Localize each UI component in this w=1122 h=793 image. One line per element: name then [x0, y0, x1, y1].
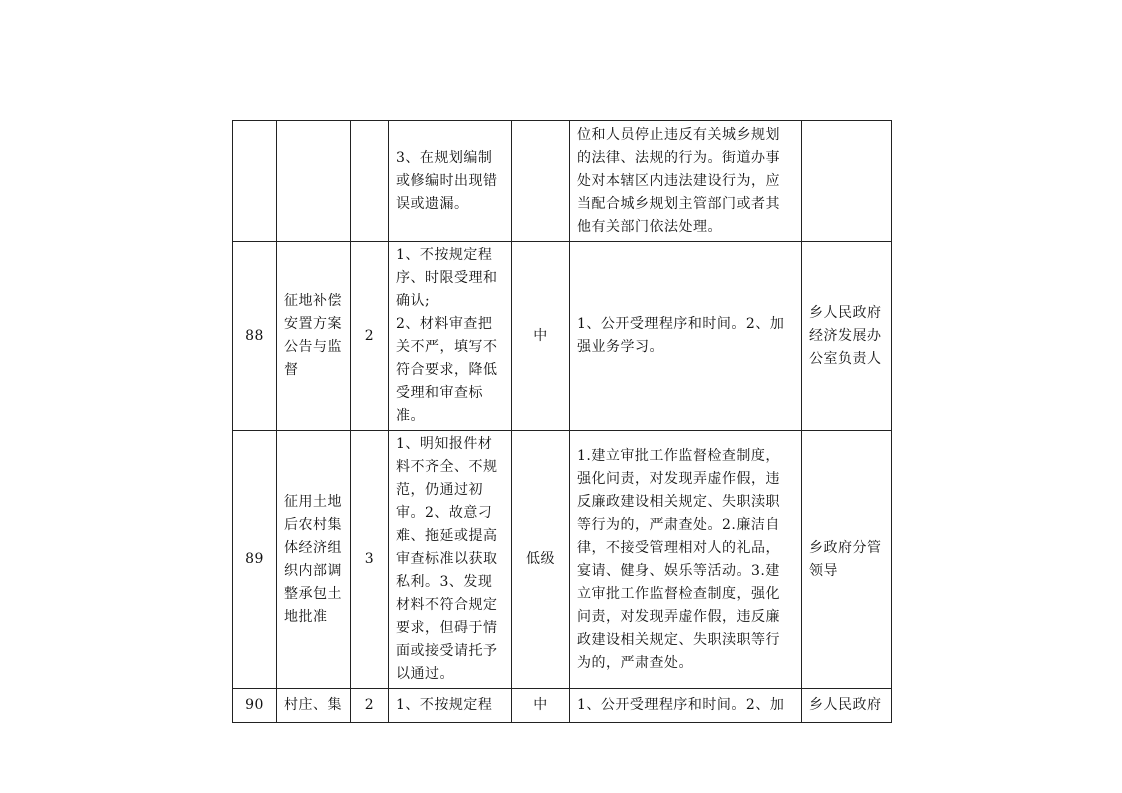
- risk-count: 2: [351, 689, 389, 723]
- prevention-measures: 位和人员停止违反有关城乡规划的法律、法规的行为。街道办事处对本辖区内违法建设行为，应当配合城乡规划主管部门或者其他有关部门依法处理。: [570, 121, 802, 242]
- table-row: [233, 242, 892, 431]
- risk-count: 2: [351, 242, 389, 431]
- risk-description: 1、明知报件材料不齐全、不规范，仍通过初审。2、故意刁难、拖延或提高审查标准以获取私利。3、发现材料不符合规定要求，但碍于情面或接受请托予以通过。: [389, 431, 512, 689]
- item-name: [277, 121, 351, 242]
- risk-description: 1、不按规定程序、时限受理和确认; 2、材料审查把关不严，填写不符合要求，降低受理和审查标准。: [389, 242, 512, 431]
- responsible-person: [802, 121, 892, 242]
- responsible-person: 乡政府分管领导: [802, 431, 892, 689]
- table-row: [233, 431, 892, 689]
- responsible-person: 乡人民政府: [802, 689, 892, 723]
- risk-description: 1、不按规定程: [389, 689, 512, 723]
- risk-count: [351, 121, 389, 242]
- table-row: [233, 689, 892, 723]
- risk-level: 中: [512, 242, 570, 431]
- row-number: 88: [233, 242, 277, 431]
- row-number: 90: [233, 689, 277, 723]
- risk-level: 低级: [512, 431, 570, 689]
- prevention-measures: 1、公开受理程序和时间。2、加强业务学习。: [570, 242, 802, 431]
- item-name: 征地补偿安置方案公告与监督: [277, 242, 351, 431]
- row-number: 89: [233, 431, 277, 689]
- prevention-measures: 1.建立审批工作监督检查制度，强化问责，对发现弄虚作假，违反廉政建设相关规定、失职渎职等行为的，严肃查处。2.廉洁自律，不接受管理相对人的礼品，宴请、健身、娱乐等活动。3.建立审批工作监督检查制度，强化问责，对发现弄虚作假，违反廉政建设相关规定、失职渎职等行为的，严肃查处。: [570, 431, 802, 689]
- risk-table: [232, 120, 892, 723]
- prevention-measures: 1、公开受理程序和时间。2、加: [570, 689, 802, 723]
- responsible-person: 乡人民政府经济发展办公室负责人: [802, 242, 892, 431]
- risk-level: 中: [512, 689, 570, 723]
- risk-count: 3: [351, 431, 389, 689]
- risk-description: 3、在规划编制或修编时出现错误或遗漏。: [389, 121, 512, 242]
- item-name: 征用土地后农村集体经济组织内部调整承包土地批准: [277, 431, 351, 689]
- table-row: [233, 121, 892, 242]
- item-name: 村庄、集: [277, 689, 351, 723]
- row-number: [233, 121, 277, 242]
- risk-level: [512, 121, 570, 242]
